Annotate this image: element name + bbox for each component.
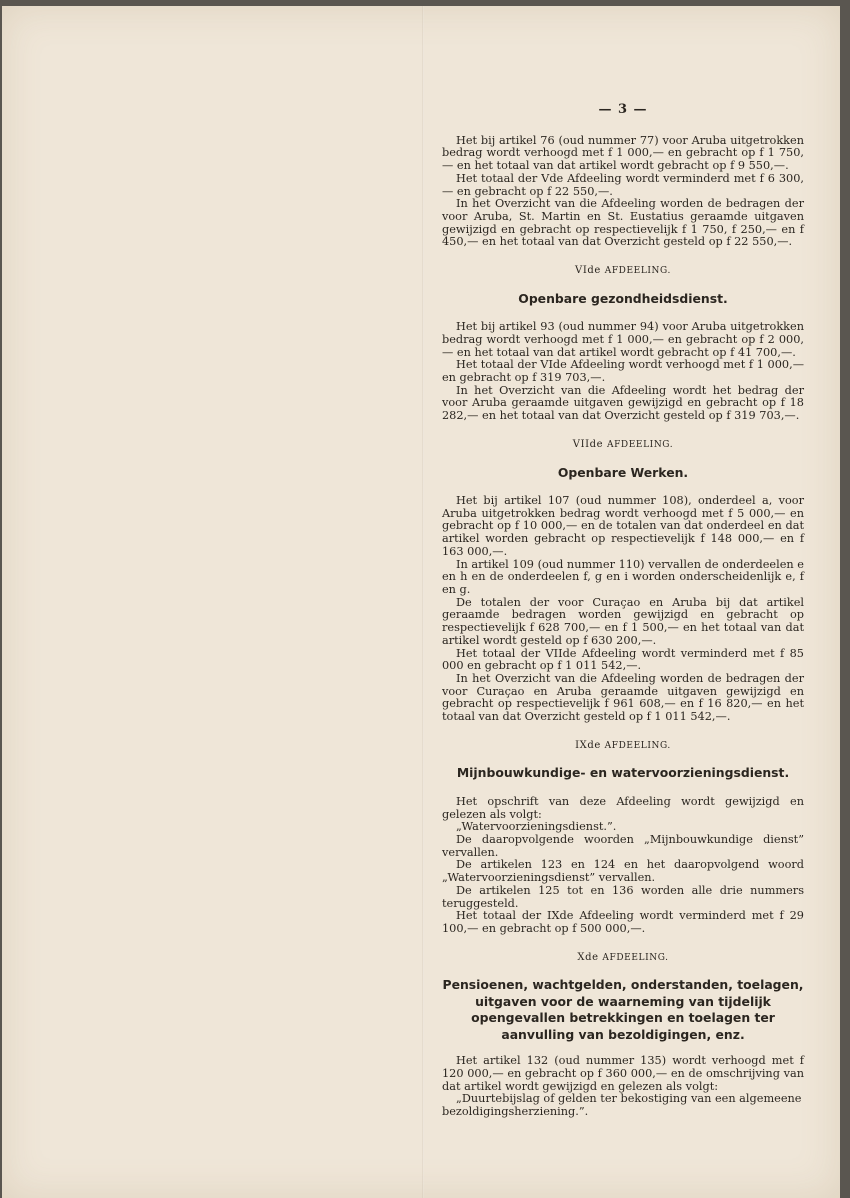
paragraph: Het totaal der VIde Afdeeling wordt verhoogd met f 1 000,— en gebracht op f 319 703,—. [442,358,804,385]
paragraph: Het bij artikel 93 (oud nummer 94) voor Aruba uitgetrokken bedrag wordt verhoogd met f 1 000,— en gebracht op f 2 000,— en het totaal van dat artikel wordt gebracht op f 41 700,—. [442,320,804,359]
section-number: VIIde [572,438,604,450]
paragraph: De daaropvolgende woorden „Mijnbouwkundige dienst” vervallen. [442,833,804,859]
paragraph: In het Overzicht van die Afdeeling worden de bedragen der voor Curaçao en Aruba geraamde uitgaven gewijzigd en gebracht op respectievelijk f 961 608,— en f 16 820,— en het totaal van dat Overzicht gesteld op f 1 011 542,—. [442,671,804,724]
paragraph: De artikelen 125 tot en 136 worden alle drie nummers teruggesteld. [442,883,804,910]
section-heading-vi [442,265,804,278]
quoted-text: „Watervoorzieningsdienst.”. [456,820,617,834]
quoted-text: „Duurtebijslag of gelden ter bekostiging van een algemeene bezoldigingsherziening.”. [442,1092,802,1119]
text-column [442,104,804,1119]
section-number: IXde [575,739,601,751]
section-title: Openbare gezondheidsdienst. [518,290,728,306]
paragraph: De artikelen 123 en 124 en het daaropvolgend woord „Watervoorzieningsdienst” vervallen. [442,858,804,885]
paragraph: Het bij artikel 107 (oud nummer 108), onderdeel a, voor Aruba uitgetrokken bedrag wordt verhoogd met f 5 000,— en gebracht op f 10 000,— en de totalen van dat onderdeel en dat artikel worden gebracht op respectievelijk f 148 000,— en f 163 000,—. [442,494,804,558]
section-title: Openbare Werken. [557,464,689,480]
page-number: — 3 — [598,102,648,117]
section-heading-x [442,952,804,965]
paragraph: De totalen der voor Curaçao en Aruba bij dat artikel geraamde bedragen worden gewijzigd en gebracht op respectievelijk f 628 700,— en f 1 500,— en het totaal van dat artikel wordt gesteld op f 630 200,—. [442,595,804,647]
paragraph: In artikel 109 (oud nummer 110) vervallen de onderdeelen e en h en de onderdeelen f, g en i worden onderscheidenlijk e, f en g. [442,557,804,596]
document-page [2,6,840,1198]
section-label: AFDEELING. [604,740,671,751]
section-label: AFDEELING. [606,439,674,450]
section-title: Pensioenen, wachtgelden, onderstanden, toelagen, uitgaven voor de waarneming van tijdelijk opengevallen betrekkingen en toelagen ter aanvulling van bezoldigingen, enz. [442,977,804,1042]
paragraph: Het totaal der VIIde Afdeeling wordt verminderd met f 85 000 en gebracht op f 1 011 542,—. [442,646,804,673]
paragraph: Het bij artikel 76 (oud nummer 77) voor Aruba uitgetrokken bedrag wordt verhoogd met f 1 000,— en gebracht op f 1 750,— en het totaal van dat artikel wordt gebracht op f 9 550,—. [442,133,804,173]
section-title: Mijnbouwkundige- en watervoorzieningsdienst. [456,765,790,781]
paragraph: Het artikel 132 (oud nummer 135) wordt verhoogd met f 120 000,— en gebracht op f 360 000,— en de omschrijving van dat artikel wordt gewijzigd en gelezen als volgt: [442,1054,804,1093]
section-heading-ix [442,740,804,753]
section-label: AFDEELING. [602,952,669,963]
section-label: AFDEELING. [604,266,671,277]
paragraph: In het Overzicht van die Afdeeling wordt het bedrag der voor Aruba geraamde uitgaven gewijzigd en gebracht op f 18 282,— en het totaal van dat Overzicht gesteld op f 319 703,—. [442,383,804,423]
section-number: VIde [575,265,601,277]
section-number: Xde [577,951,599,963]
paragraph: Het opschrift van deze Afdeeling wordt gewijzigd en gelezen als volgt: [442,794,804,821]
paragraph: Het totaal der IXde Afdeeling wordt verminderd met f 29 100,— en gebracht op f 500 000,—. [442,909,804,935]
page-fold [422,6,424,1198]
section-heading-vii [442,439,804,452]
paragraph: In het Overzicht van die Afdeeling worden de bedragen der voor Aruba, St. Martin en St. Eustatius geraamde uitgaven gewijzigd en gebracht op respectievelijk f 1 750, f 250,— en f 450,— en het totaal van dat Overzicht gesteld op f 22 550,—. [442,197,804,249]
paragraph: Het totaal der Vde Afdeeling wordt verminderd met f 6 300,— en gebracht op f 22 550,—. [442,171,804,198]
